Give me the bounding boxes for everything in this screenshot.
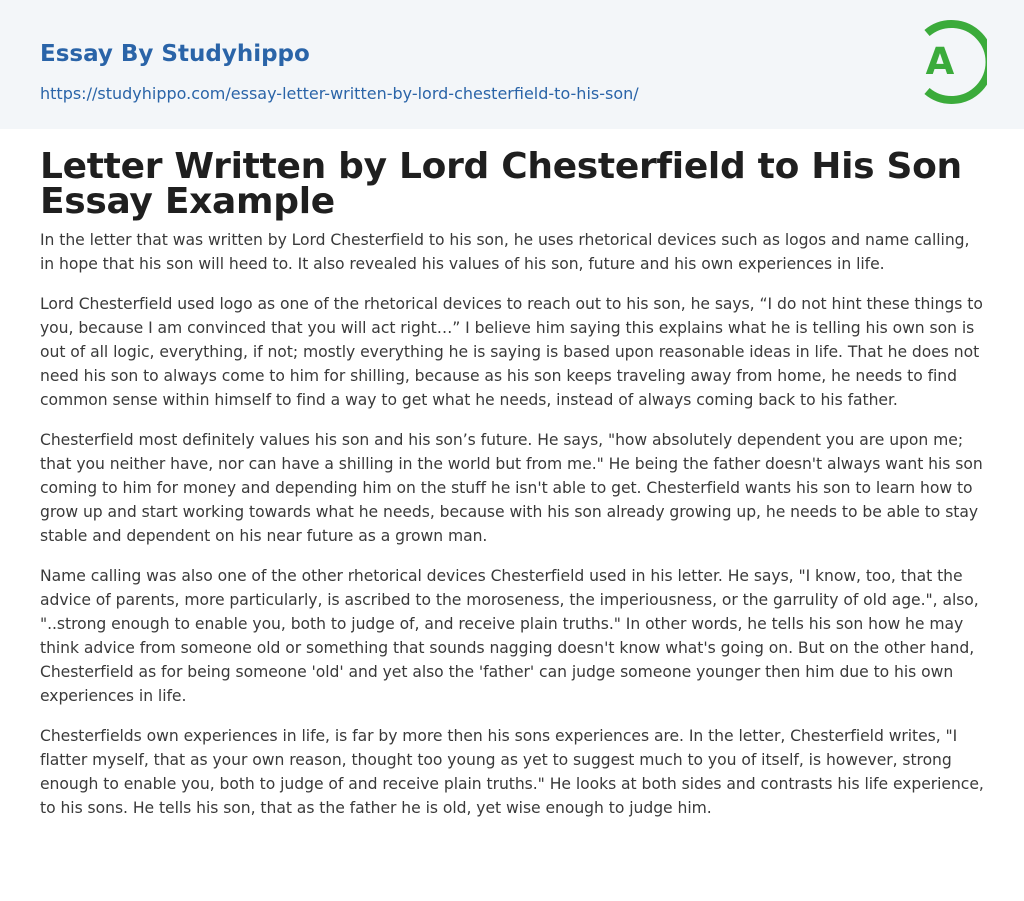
page-title: Letter Written by Lord Chesterfield to His Son Essay Example — [40, 146, 962, 222]
page-url-link[interactable]: https://studyhippo.com/essay-letter-written-by-lord-chesterfield-to-his-son/ — [40, 84, 639, 103]
essay-paragraph: Name calling was also one of the other rhetorical devices Chesterfield used in his letter. He says, "I know, too, that the advice of parents, more particularly, is ascribed to the moroseness, the imperiousness, or the garrulity of old age.", also, "..strong enough to enable you, both to judge of, and receive plain truths." In other words, he tells his son how he may think advice from someone old or something that sounds nagging doesn't know what's going on. But on the other hand, Chesterfield as for being someone 'old' and yet also the 'father' can judge someone younger then him due to his own experiences in life. — [40, 567, 979, 705]
essay-paragraph: In the letter that was written by Lord Chesterfield to his son, he uses rhetorical devices such as logos and name calling, in hope that his son will heed to. It also revealed his values of his son, future and his own experiences in life. — [40, 231, 970, 273]
essay-body — [40, 228, 986, 836]
essay-paragraph: Chesterfield most definitely values his son and his son’s future. He says, "how absolutely dependent you are upon me; that you neither have, nor can have a shilling in the world but from me." He being the father doesn't always want his son coming to him for money and depending him on the stuff he isn't able to get. Chesterfield wants his son to learn how to grow up and start working towards what he needs, because with his son already growing up, he needs to be able to stay stable and dependent on his near future as a grown man. — [40, 431, 983, 545]
essay-paragraph: Lord Chesterfield used logo as one of the rhetorical devices to reach out to his son, he says, “I do not hint these things to you, because I am convinced that you will act right…” I believe him saying this explains what he is telling his own son is out of all logic, everything, if not; mostly everything he is saying is based upon reasonable ideas in life. That he does not need his son to always come to him for shilling, because as his son keeps traveling away from home, he needs to find common sense within himself to find a way to get what he needs, instead of always coming back to his father. — [40, 295, 983, 409]
essay-paragraph: Chesterfields own experiences in life, is far by more then his sons experiences are. In the letter, Chesterfield writes, "I flatter myself, that as your own reason, thought too young as yet to suggest much to you of itself, is however, strong enough to enable you, both to judge of and receive plain truths." He looks at both sides and contrasts his life experience, to his sons. He tells his son, that as the father he is old, yet wise enough to judge him. — [40, 727, 984, 817]
logo-letter: A — [925, 40, 955, 83]
studyhippo-logo-icon[interactable] — [911, 19, 987, 105]
site-brand[interactable]: Essay By Studyhippo — [40, 41, 310, 67]
site-header — [0, 0, 1024, 129]
